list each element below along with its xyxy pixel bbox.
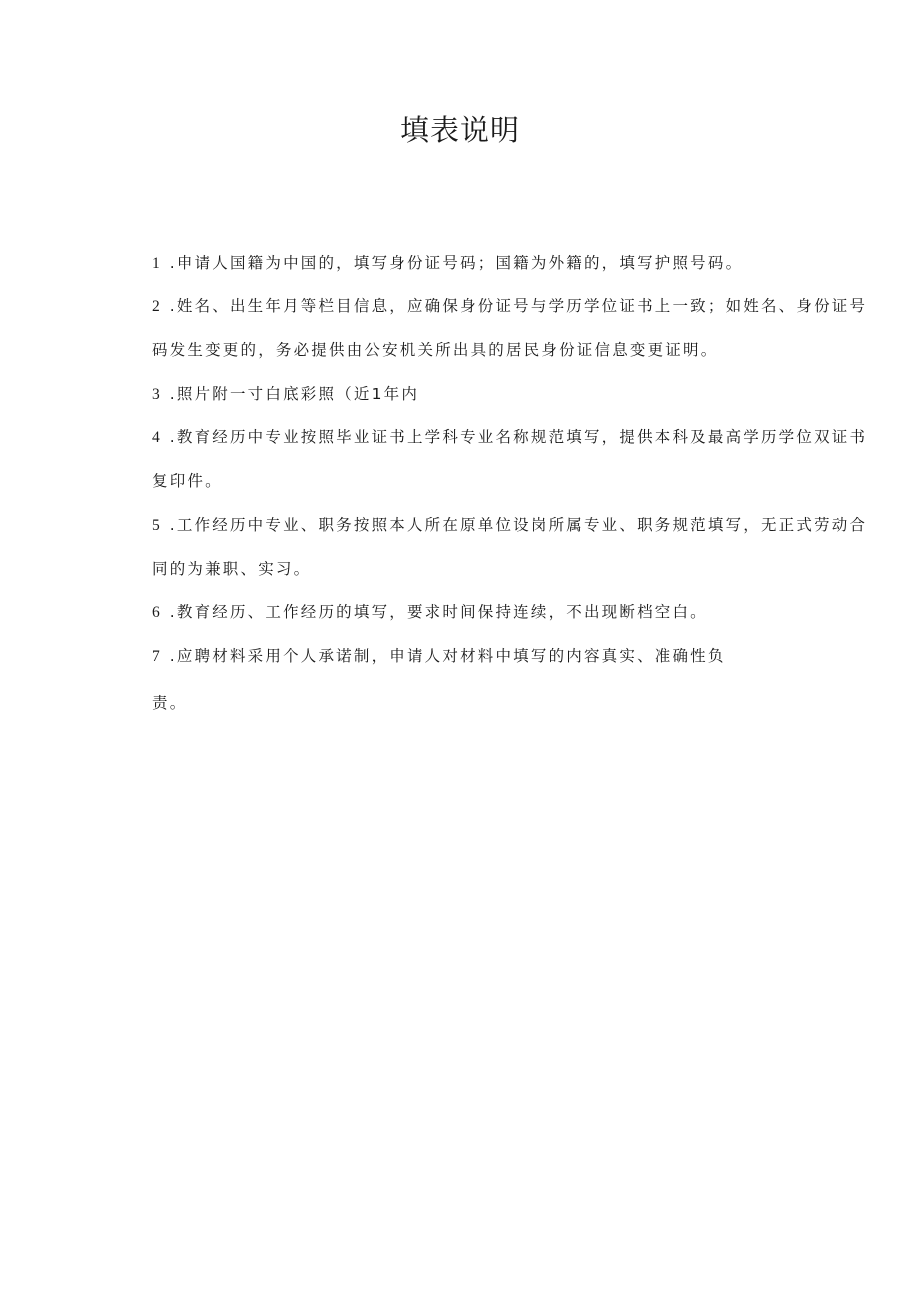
item-text: .姓名、出生年月等栏目信息，应确保身份证号与学历学位证书上一致；如姓名、身份证号 bbox=[169, 297, 868, 315]
item-text: .应聘材料采用个人承诺制，申请人对材料中填写的内容真实、准确性负 bbox=[169, 647, 726, 665]
item-text: 复印件。 bbox=[152, 472, 223, 490]
instruction-item-1 bbox=[152, 252, 842, 275]
item-text: .工作经历中专业、职务按照本人所在原单位设岗所属专业、职务规范填写，无正式劳动合 bbox=[169, 516, 868, 534]
item-number: 7 bbox=[152, 648, 160, 665]
instruction-item-6 bbox=[152, 601, 842, 624]
page-title: 填表说明 bbox=[399, 113, 520, 147]
instruction-item-5-continued bbox=[152, 558, 842, 580]
instruction-item-7 bbox=[152, 645, 842, 668]
item-number: 1 bbox=[152, 255, 160, 272]
instruction-item-5 bbox=[152, 514, 868, 537]
item-text: .照片附一寸白底彩照（近1年内 bbox=[169, 385, 420, 403]
instruction-item-4 bbox=[152, 426, 868, 449]
instruction-item-2-continued bbox=[152, 339, 842, 361]
item-number: 2 bbox=[152, 298, 160, 315]
item-text: 责。 bbox=[152, 694, 188, 712]
instruction-item-2 bbox=[152, 295, 868, 318]
item-number: 6 bbox=[152, 604, 160, 621]
item-text: 码发生变更的，务必提供由公安机关所出具的居民身份证信息变更证明。 bbox=[152, 341, 719, 359]
instruction-item-7-continued bbox=[152, 692, 842, 714]
item-number: 4 bbox=[152, 429, 160, 446]
item-text: .教育经历中专业按照毕业证书上学科专业名称规范填写，提供本科及最高学历学位双证书 bbox=[169, 428, 868, 446]
item-text: 同的为兼职、实习。 bbox=[152, 560, 312, 578]
instruction-item-4-continued bbox=[152, 470, 842, 492]
instruction-item-3 bbox=[152, 383, 842, 406]
item-number: 3 bbox=[152, 386, 160, 403]
item-text: .申请人国籍为中国的，填写身份证号码；国籍为外籍的，填写护照号码。 bbox=[169, 254, 744, 272]
item-text: .教育经历、工作经历的填写，要求时间保持连续，不出现断档空白。 bbox=[169, 603, 708, 621]
item-number: 5 bbox=[152, 517, 160, 534]
